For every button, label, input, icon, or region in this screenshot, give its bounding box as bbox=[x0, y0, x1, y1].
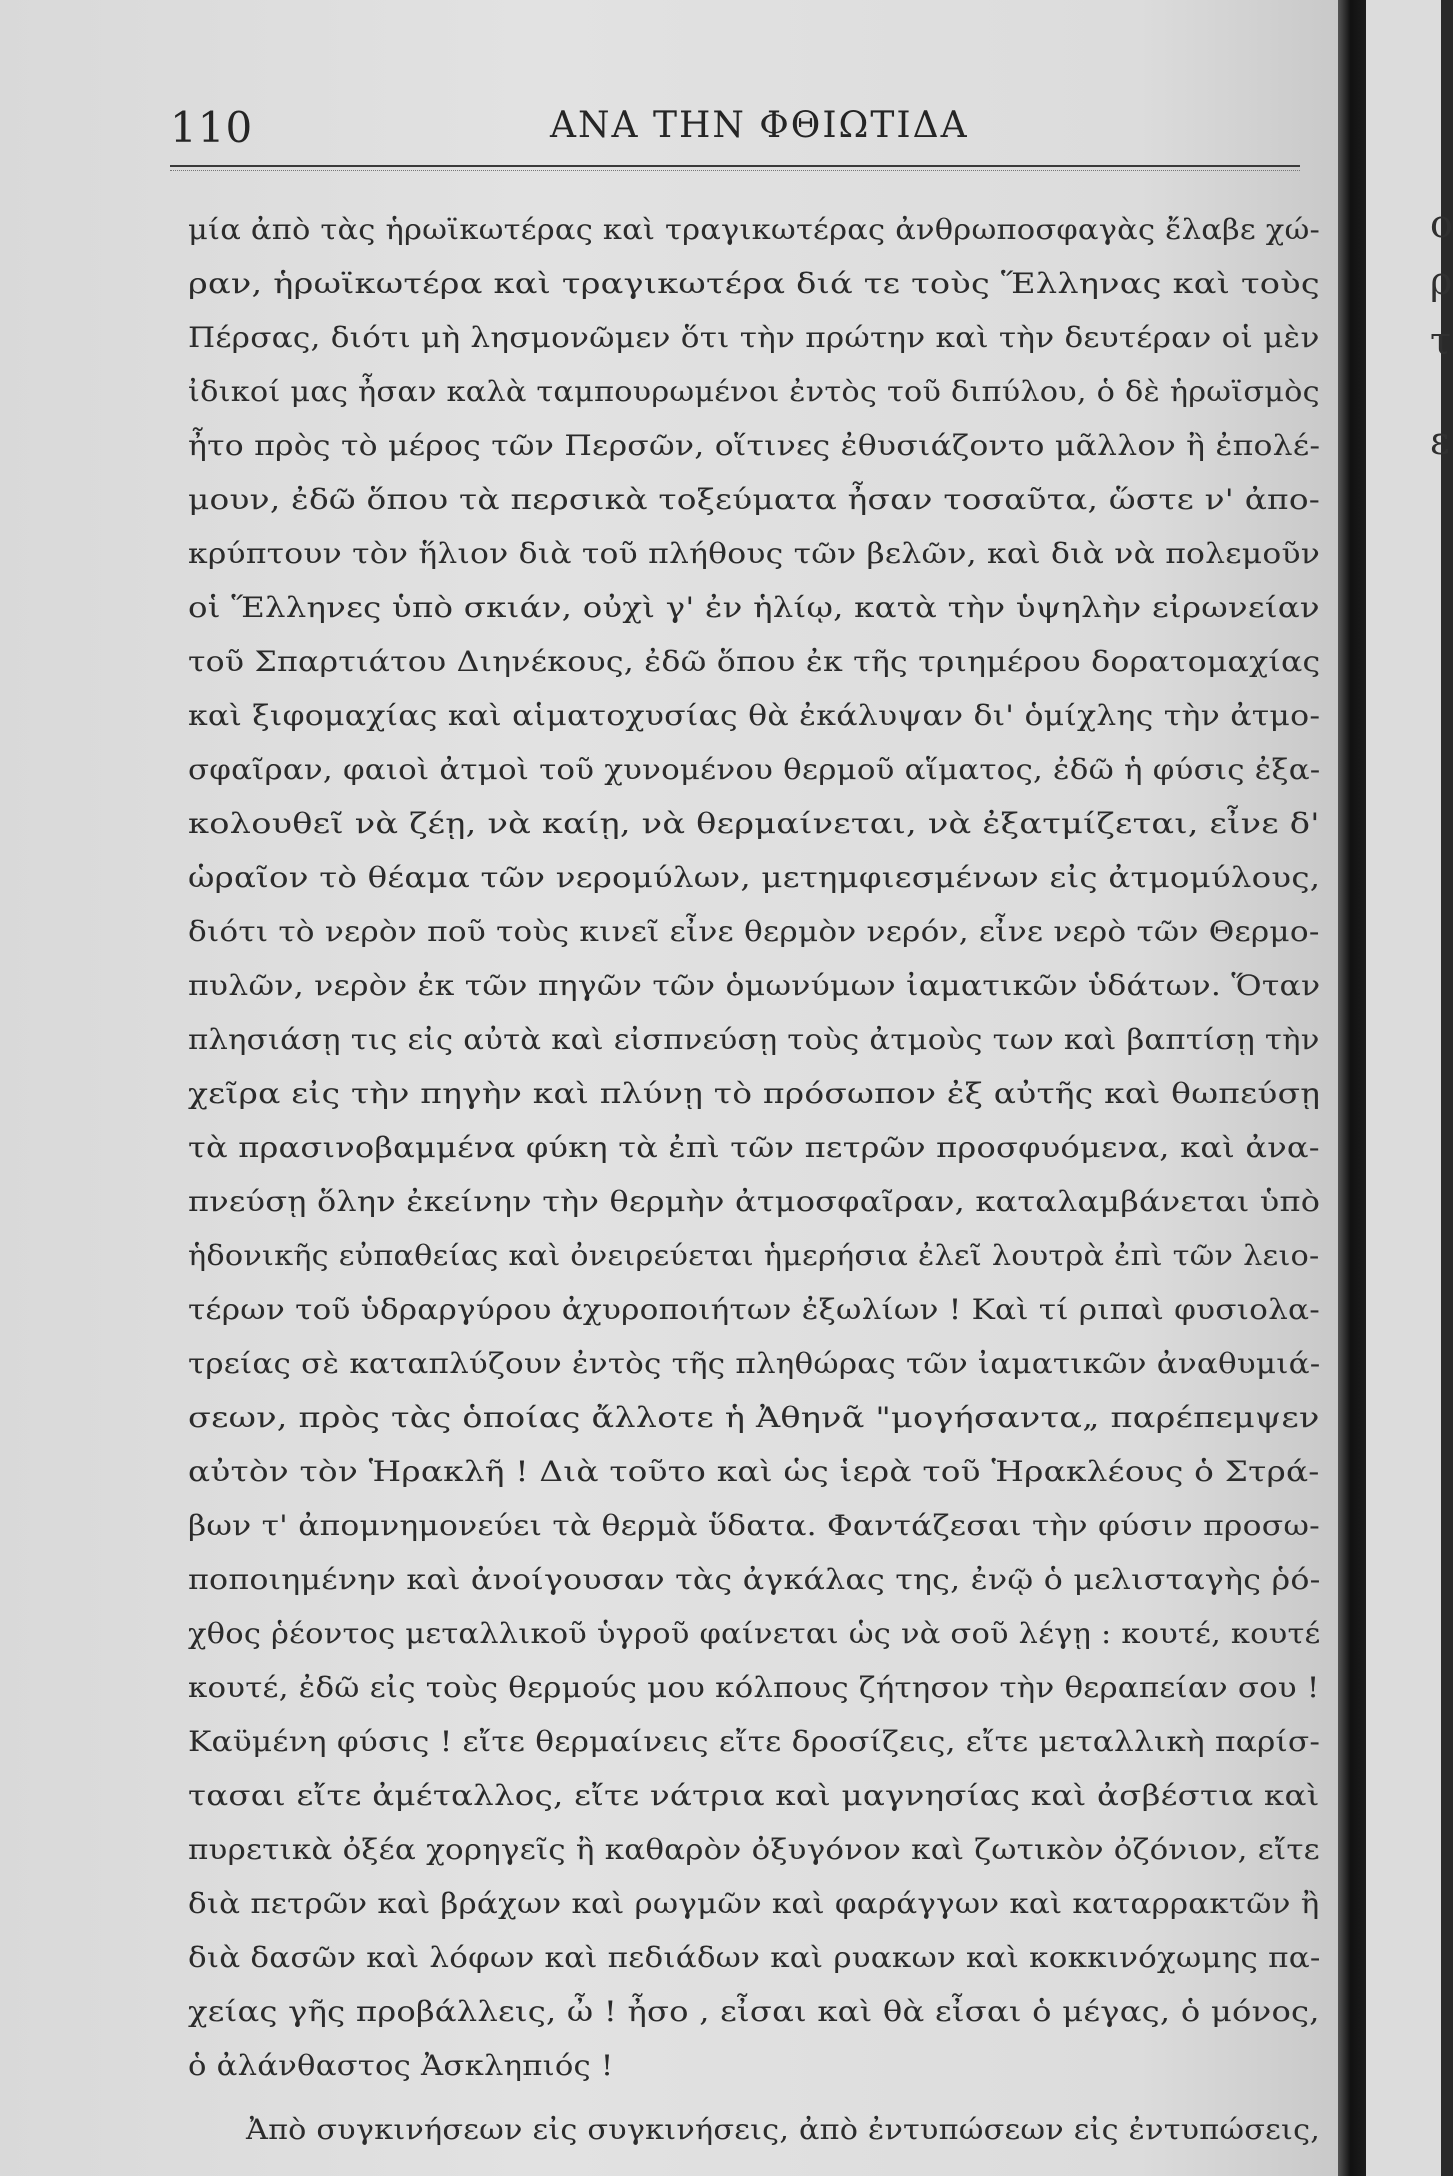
text-line: ὁ ἀλάνθαστος Ἀσκληπιός ! bbox=[188, 2049, 614, 2082]
header-rule-dotted bbox=[170, 170, 1300, 172]
text-line: Πέρσας, διότι μὴ λησμονῶμεν ὅτι τὴν πρώτην καὶ τὴν δευτέραν οἱ μὲν bbox=[188, 321, 1320, 354]
text-line: σφαῖραν, φαιοὶ ἀτμοὶ τοῦ χυνομένου θερμοῦ αἵματος, ἐδῶ ἡ φύσις ἐξα- bbox=[188, 753, 1321, 786]
next-page-letter: ε bbox=[1430, 419, 1450, 463]
text-line: αὐτὸν τὸν Ἡρακλῆ ! Διὰ τοῦτο καὶ ὡς ἱερὰ τοῦ Ἡρακλέους ὁ Στρά- bbox=[188, 1455, 1320, 1488]
text-line: διὰ πετρῶν καὶ βράχων καὶ ρωγμῶν καὶ φαράγγων καὶ καταρρακτῶν ἢ bbox=[188, 1887, 1320, 1920]
book-gutter bbox=[1338, 0, 1366, 2176]
text-line: πυλῶν, νερὸν ἐκ τῶν πηγῶν τῶν ὁμωνύμων ἰαματικῶν ὑδάτων. Ὅταν bbox=[188, 969, 1321, 1002]
page-number: 110 bbox=[170, 103, 254, 152]
next-page-letter: ρ bbox=[1430, 259, 1453, 303]
text-line: ἦτο πρὸς τὸ μέρος τῶν Περσῶν, οἵτινες ἐθυσιάζοντο μᾶλλον ἢ ἐπολέ- bbox=[188, 429, 1321, 462]
text-line: ποποιημένην καὶ ἀνοίγουσαν τὰς ἀγκάλας της, ἐνῷ ὁ μελισταγὴς ῥό- bbox=[188, 1563, 1321, 1596]
text-line: χείας γῆς προβάλλεις, ὦ ! ἦσο , εἶσαι καὶ θὰ εἶσαι ὁ μέγας, ὁ μόνος, bbox=[188, 1995, 1320, 2028]
next-page-letter: τ bbox=[1430, 319, 1452, 363]
text-line: οἱ Ἕλληνες ὑπὸ σκιάν, οὐχὶ γ' ἐν ἡλίῳ, κατὰ τὴν ὑψηλὴν εἰρωνείαν bbox=[188, 591, 1320, 624]
text-line: Καϋμένη φύσις ! εἴτε θερμαίνεις εἴτε δροσίζεις, εἴτε μεταλλικὴ παρίσ- bbox=[188, 1725, 1321, 1758]
text-line: τρείας σὲ καταπλύζουν ἐντὸς τῆς πληθώρας τῶν ἰαματικῶν ἀναθυμιά- bbox=[188, 1347, 1321, 1380]
running-title: ΑΝΑ ΤΗΝ ΦΘΙΩΤΙΔΑ bbox=[550, 105, 969, 146]
text-line: τὰ πρασινοβαμμένα φύκη τὰ ἐπὶ τῶν πετρῶν προσφυόμενα, καὶ ἀνα- bbox=[188, 1131, 1320, 1164]
text-line: πλησιάσῃ τις εἰς αὐτὰ καὶ εἰσπνεύσῃ τοὺς ἀτμοὺς των καὶ βαπτίσῃ τὴν bbox=[188, 1023, 1320, 1056]
text-line: κουτέ, ἐδῶ εἰς τοὺς θερμούς μου κόλπους ζήτησον τὴν θεραπείαν σου ! bbox=[188, 1671, 1320, 1704]
text-line: διότι τὸ νερὸν ποῦ τοὺς κινεῖ εἶνε θερμὸν νερόν, εἶνε νερὸ τῶν Θερμο- bbox=[188, 915, 1320, 948]
text-line: ραν, ἡρωϊκωτέρα καὶ τραγικωτέρα διά τε τοὺς Ἕλληνας καὶ τοὺς bbox=[188, 267, 1320, 300]
text-line: πυρετικὰ ὀξέα χορηγεῖς ἢ καθαρὸν ὀξυγόνον καὶ ζωτικὸν ὀζόνιον, εἴτε bbox=[188, 1833, 1320, 1866]
text-line: κρύπτουν τὸν ἥλιον διὰ τοῦ πλήθους τῶν βελῶν, καὶ διὰ νὰ πολεμοῦν bbox=[188, 537, 1321, 570]
text-line: σεων, πρὸς τὰς ὁποίας ἄλλοτε ἡ Ἀθηνᾶ "μογήσαντα„ παρέπεμψεν bbox=[188, 1401, 1320, 1434]
next-page-letter: ο bbox=[1430, 202, 1453, 246]
text-line: ἰδικοί μας ἦσαν καλὰ ταμπουρωμένοι ἐντὸς τοῦ διπύλου, ὁ δὲ ἡρωϊσμὸς bbox=[188, 375, 1320, 408]
next-page-edge bbox=[1366, 0, 1453, 2176]
text-line: χεῖρα εἰς τὴν πηγὴν καὶ πλύνῃ τὸ πρόσωπον ἐξ αὐτῆς καὶ θωπεύσῃ bbox=[188, 1077, 1321, 1110]
text-line: καὶ ξιφομαχίας καὶ αἱματοχυσίας θὰ ἐκάλυψαν δι' ὁμίχλης τὴν ἀτμο- bbox=[188, 699, 1321, 732]
header-rule bbox=[170, 165, 1300, 167]
text-line: μία ἀπὸ τὰς ἡρωϊκωτέρας καὶ τραγικωτέρας ἀνθρωποσφαγὰς ἔλαβε χώ- bbox=[188, 213, 1321, 246]
text-line: τασαι εἴτε ἀμέταλλος, εἴτε νάτρια καὶ μαγνησίας καὶ ἀσβέστια καὶ bbox=[188, 1779, 1320, 1812]
text-line: βων τ' ἀπομνημονεύει τὰ θερμὰ ὕδατα. Φαντάζεσαι τὴν φύσιν προσω- bbox=[188, 1509, 1320, 1542]
text-line: χθος ῥέοντος μεταλλικοῦ ὑγροῦ φαίνεται ὡς νὰ σοῦ λέγῃ : κουτέ, κουτέ bbox=[188, 1617, 1321, 1650]
text-line: μουν, ἐδῶ ὅπου τὰ περσικὰ τοξεύματα ἦσαν τοσαῦτα, ὥστε ν' ἀπο- bbox=[188, 483, 1321, 516]
text-line: πνεύσῃ ὅλην ἐκείνην τὴν θερμὴν ἀτμοσφαῖραν, καταλαμβάνεται ὑπὸ bbox=[188, 1185, 1321, 1218]
page-header bbox=[170, 103, 1300, 163]
text-line: ἡδονικῆς εὐπαθείας καὶ ὀνειρεύεται ἡμερήσια ἐλεῖ λουτρὰ ἐπὶ τῶν λειο- bbox=[188, 1239, 1320, 1272]
text-line: τοῦ Σπαρτιάτου Διηνέκους, ἐδῶ ὅπου ἐκ τῆς τριημέρου δορατομαχίας bbox=[188, 645, 1321, 678]
text-line: ὡραῖον τὸ θέαμα τῶν νερομύλων, μετημφιεσμένων εἰς ἀτμομύλους, bbox=[188, 861, 1321, 894]
text-line: τέρων τοῦ ὑδραργύρου ἀχυροποιήτων ἐξωλίων ! Καὶ τί ριπαὶ φυσιολα- bbox=[188, 1293, 1320, 1326]
text-line: διὰ δασῶν καὶ λόφων καὶ πεδιάδων καὶ ρυακων καὶ κοκκινόχωμης πα- bbox=[188, 1941, 1321, 1974]
text-line: κολουθεῖ νὰ ζέῃ, νὰ καίῃ, νὰ θερμαίνεται, νὰ ἐξατμίζεται, εἶνε δ' bbox=[188, 807, 1320, 840]
text-line: Ἀπὸ συγκινήσεων εἰς συγκινήσεις, ἀπὸ ἐντυπώσεων εἰς ἐντυπώσεις, bbox=[246, 2113, 1321, 2146]
